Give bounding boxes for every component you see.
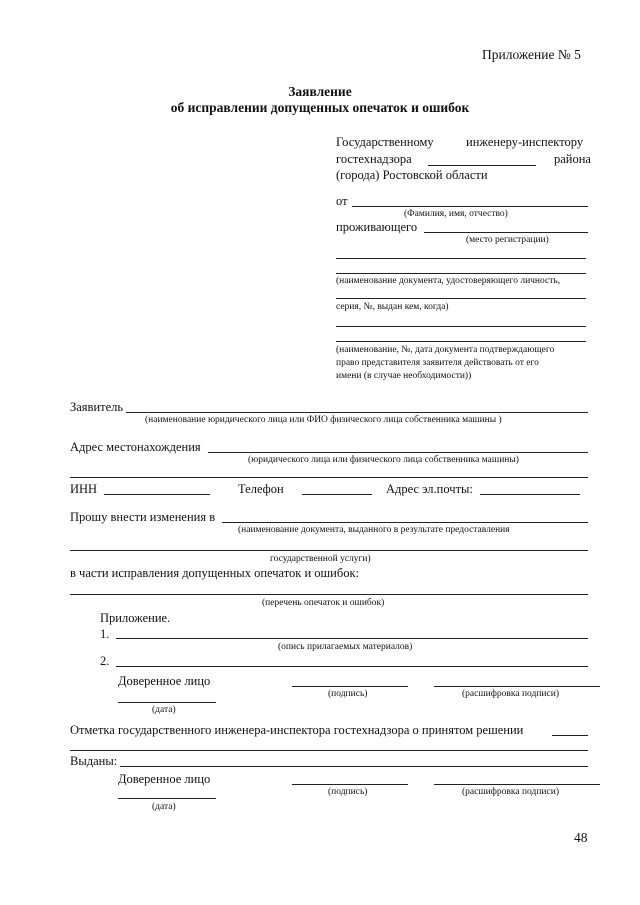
signature-caption: (подпись) <box>328 689 368 699</box>
decision-blank[interactable] <box>552 735 588 736</box>
signature-decode-blank[interactable] <box>434 686 600 687</box>
addressee-word-4: района <box>554 152 591 166</box>
decision-blank-2[interactable] <box>70 750 588 751</box>
attachment-label: Приложение. <box>100 611 171 625</box>
attachment-item-2: 2. <box>100 654 110 668</box>
signature-blank[interactable] <box>292 686 408 687</box>
id-doc-blank[interactable] <box>336 273 586 274</box>
date-caption-2: (дата) <box>152 802 176 812</box>
date-blank-2[interactable] <box>118 798 216 799</box>
auth-caption-3: имени (в случае необходимости)) <box>336 371 472 381</box>
addressee-word-2: инженеру-инспектору <box>466 135 584 149</box>
resides-blank[interactable] <box>424 232 588 233</box>
id-doc-caption-2: серия, №, выдан кем, когда) <box>336 302 449 312</box>
title-line-1: Заявление <box>288 84 352 99</box>
request-blank-2[interactable] <box>70 550 588 551</box>
signature-decode-caption-2: (расшифровка подписи) <box>462 787 559 797</box>
attachment-item-2-blank[interactable] <box>116 666 588 667</box>
errors-blank[interactable] <box>70 594 588 595</box>
resides-blank-2[interactable] <box>336 258 586 259</box>
address-caption: (юридического лица или физического лица собственника машины) <box>248 455 519 465</box>
materials-caption: (опись прилагаемых материалов) <box>278 642 413 652</box>
issued-label: Выданы: <box>70 754 118 768</box>
appendix-label: Приложение № 5 <box>482 47 581 62</box>
request-blank[interactable] <box>222 522 588 523</box>
address-label: Адрес местонахождения <box>70 440 201 454</box>
signature-caption-2: (подпись) <box>328 787 368 797</box>
auth-blank-1[interactable] <box>336 326 586 327</box>
errors-caption: (перечень опечаток и ошибок) <box>262 598 385 608</box>
page-number: 48 <box>574 830 588 845</box>
applicant-blank[interactable] <box>126 412 588 413</box>
proxy-label-2: Доверенное лицо <box>118 772 211 786</box>
resides-label: проживающего <box>336 220 418 234</box>
signature-decode-caption: (расшифровка подписи) <box>462 689 559 699</box>
proxy-label: Доверенное лицо <box>118 674 211 688</box>
id-doc-caption-1: (наименование документа, удостоверяющего личность, <box>336 276 561 286</box>
district-blank[interactable] <box>428 165 536 166</box>
from-label: от <box>336 194 348 208</box>
address-blank-2[interactable] <box>70 477 588 478</box>
inn-label: ИНН <box>70 482 98 496</box>
inn-blank[interactable] <box>104 494 210 495</box>
from-caption: (Фамилия, имя, отчество) <box>404 209 508 219</box>
signature-blank-2[interactable] <box>292 784 408 785</box>
phone-label: Телефон <box>238 482 284 496</box>
correction-label: в части исправления допущенных опечаток и ошибок: <box>70 566 360 580</box>
date-blank[interactable] <box>118 702 216 703</box>
address-blank[interactable] <box>208 452 588 453</box>
phone-blank[interactable] <box>302 494 372 495</box>
attachment-item-1: 1. <box>100 627 110 641</box>
request-caption-1: (наименование документа, выданного в результате предоставления <box>238 525 510 535</box>
from-blank[interactable] <box>352 206 588 207</box>
resides-caption: (место регистрации) <box>466 235 549 245</box>
applicant-caption: (наименование юридического лица или ФИО физического лица собственника машины ) <box>145 415 502 425</box>
date-caption: (дата) <box>152 705 176 715</box>
addressee-word-3: гостехнадзора <box>336 152 412 166</box>
email-label: Адрес эл.почты: <box>386 482 473 496</box>
decision-label: Отметка государственного инженера-инспектора гостехнадзора о принятом решении <box>70 723 524 737</box>
addressee-word-5: (города) Ростовской области <box>336 168 488 182</box>
applicant-label: Заявитель <box>70 400 124 414</box>
auth-blank-2[interactable] <box>336 341 586 342</box>
auth-caption-1: (наименование, №, дата документа подтверждающего <box>336 345 555 355</box>
auth-caption-2: право представителя заявителя действовать от его <box>336 358 539 368</box>
issued-blank[interactable] <box>120 766 588 767</box>
email-blank[interactable] <box>480 494 580 495</box>
request-label: Прошу внести изменения в <box>70 510 216 524</box>
attachment-item-1-blank[interactable] <box>116 638 588 639</box>
signature-decode-blank-2[interactable] <box>434 784 600 785</box>
request-caption-2: государственной услуги) <box>270 554 371 564</box>
title-line-2: об исправлении допущенных опечаток и ошибок <box>170 100 470 115</box>
addressee-word-1: Государственному <box>336 135 434 149</box>
id-doc-blank-2[interactable] <box>336 298 586 299</box>
